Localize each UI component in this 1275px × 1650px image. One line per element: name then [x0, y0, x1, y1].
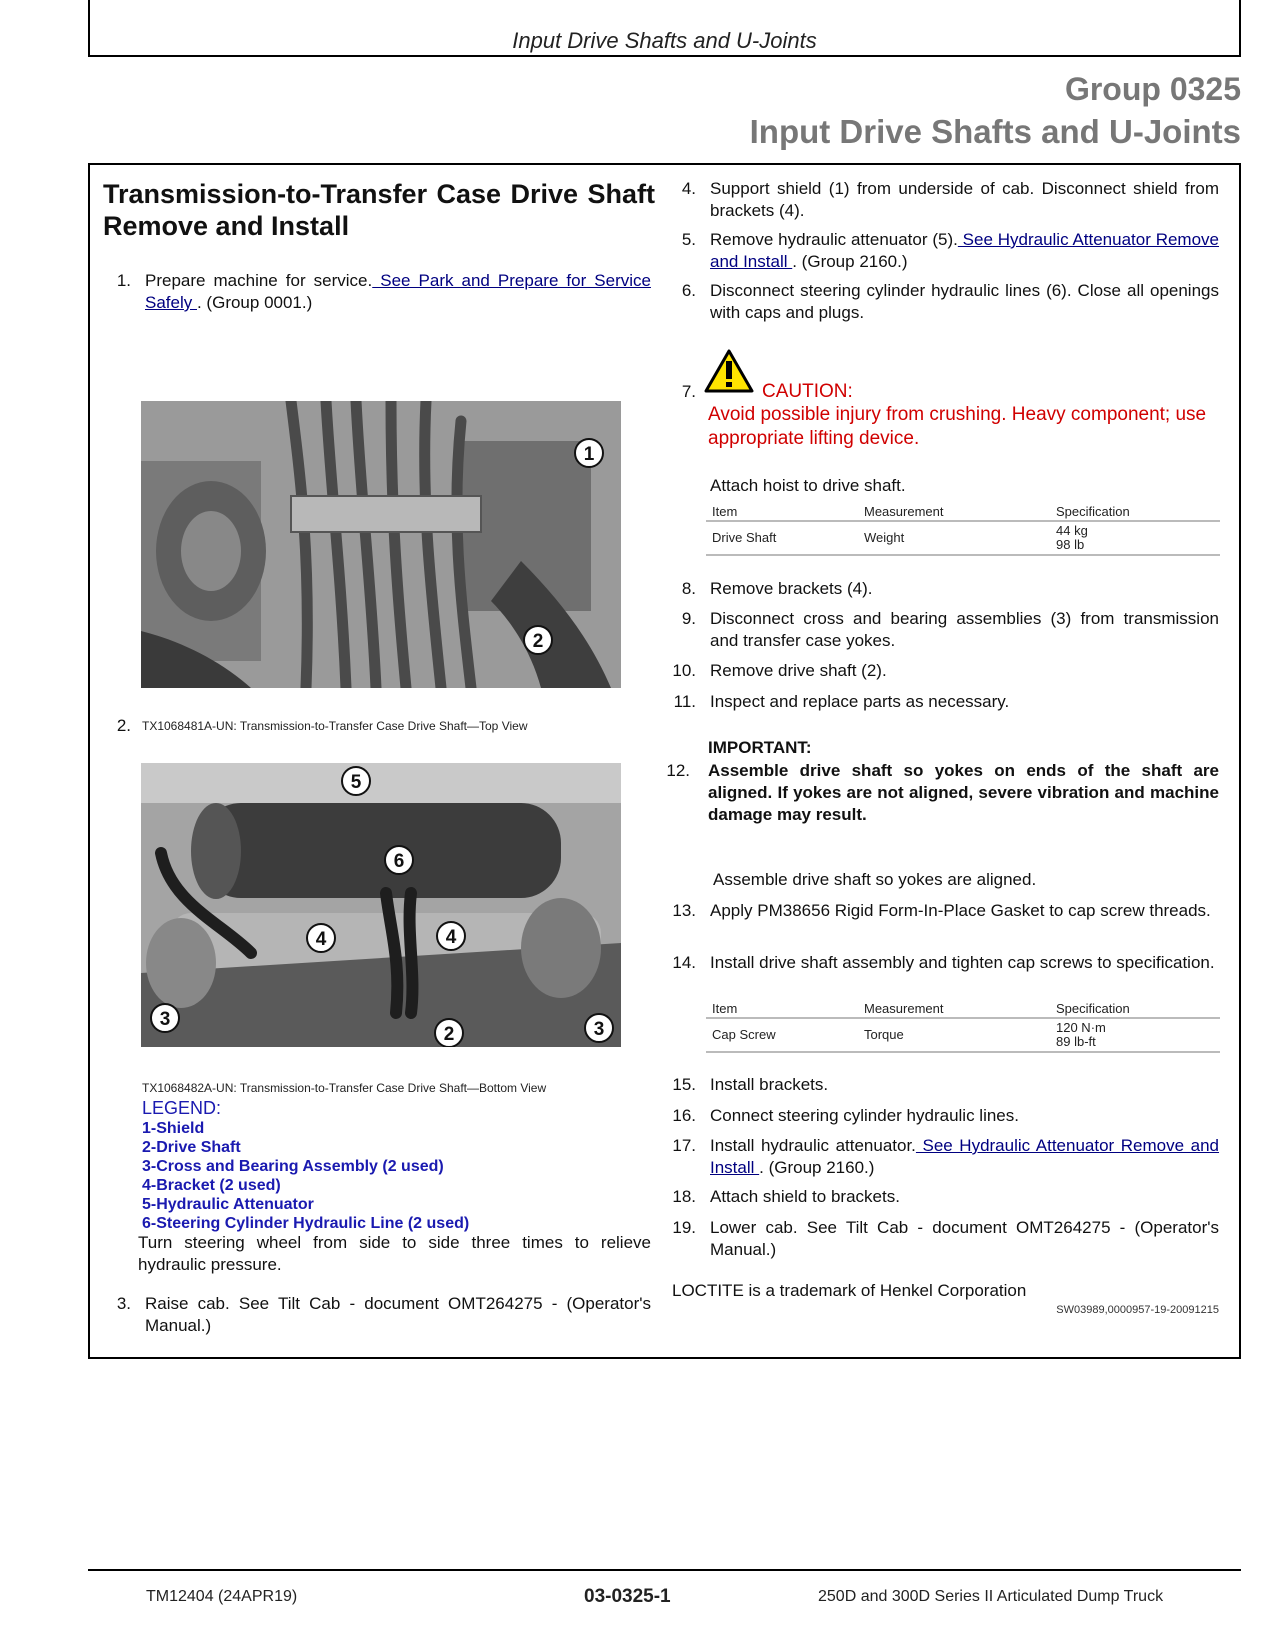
table-header: Specification	[1050, 503, 1220, 521]
callout-2-bottom: 2	[434, 1018, 464, 1047]
group-title: Input Drive Shafts and U-Joints	[749, 113, 1241, 150]
important-text: Assemble drive shaft so yokes on ends of the shaft are aligned. If yokes are not aligned, severe vibration and machine damage may result.	[708, 761, 1219, 824]
step-4	[670, 178, 1219, 224]
step-text: Support shield (1) from underside of cab. Disconnect shield from brackets (4).	[710, 179, 1219, 220]
important-label: IMPORTANT:	[708, 738, 812, 757]
step-number: 16.	[672, 1106, 696, 1125]
step-16	[670, 1105, 1219, 1127]
table-cell: Cap Screw	[706, 1018, 858, 1052]
step-9	[670, 608, 1219, 654]
step-1	[105, 270, 651, 316]
step-11	[670, 691, 1219, 713]
legend-item: 3-Cross and Bearing Assembly (2 used)	[142, 1158, 444, 1175]
step-7-number: 7.	[681, 382, 696, 401]
step-3	[105, 1293, 651, 1339]
step-7-text: Attach hoist to drive shaft.	[710, 476, 906, 495]
legend-item: 6-Steering Cylinder Hydraulic Line (2 used)	[142, 1215, 470, 1232]
table-cell: Weight	[858, 521, 1050, 555]
drive-shaft-bottom-view-illustration	[141, 763, 621, 1047]
callout-3-left: 3	[150, 1003, 180, 1033]
trademark-note: LOCTITE is a trademark of Henkel Corporation	[672, 1281, 1027, 1300]
step-number: 14.	[672, 953, 696, 972]
step-text: Remove brackets (4).	[710, 579, 873, 598]
step-number: 13.	[672, 901, 696, 920]
spec-table-cap-screw	[706, 1000, 1220, 1053]
caution-text: Avoid possible injury from crushing. Heavy component; use appropriate lifting device.	[708, 404, 1207, 449]
legend-item: 2-Drive Shaft	[142, 1139, 241, 1156]
legend-item: 4-Bracket (2 used)	[142, 1177, 281, 1194]
group-number: Group 0325	[1064, 71, 1241, 107]
step-2-text: Turn steering wheel from side to side three times to relieve hydraulic pressure.	[138, 1233, 651, 1274]
step-text: Remove hydraulic attenuator (5). See Hydraulic Attenuator Remove and Install . (Group 2160.)	[710, 230, 1220, 271]
section-title: Transmission-to-Transfer Case Drive Shaft Remove and Install	[103, 179, 655, 241]
table-row	[706, 521, 1220, 555]
step-19	[670, 1217, 1219, 1263]
table-header: Measurement	[858, 1000, 1050, 1018]
step-number: 19.	[672, 1218, 696, 1237]
step-number: 9.	[681, 609, 696, 628]
figure-top-view	[141, 401, 621, 688]
table-header: Measurement	[858, 503, 1050, 521]
table-header: Item	[706, 503, 858, 521]
step-number: 17.	[672, 1136, 696, 1155]
step-text: Prepare machine for service. See Park and Prepare for Service Safely . (Group 0001.)	[145, 271, 651, 312]
hydraulic-attenuator-link[interactable]: See Hydraulic Attenuator Remove and Install	[710, 230, 1220, 271]
step-number: 4.	[681, 179, 696, 198]
legend	[142, 1097, 469, 1233]
step-17	[670, 1135, 1219, 1181]
caution-icon	[704, 349, 754, 393]
step-13	[670, 900, 1219, 946]
hydraulic-attenuator-link-2[interactable]: See Hydraulic Attenuator Remove and Install	[710, 1136, 1220, 1177]
step-text: Install drive shaft assembly and tighten cap screws to specification.	[710, 953, 1215, 972]
step-text: Disconnect cross and bearing assemblies (3) from transmission and transfer case yokes.	[710, 609, 1219, 650]
figure-bottom-caption: TX1068482A-UN: Transmission-to-Transfer Case Drive Shaft—Bottom View	[142, 1081, 547, 1095]
table-cell: Drive Shaft	[706, 521, 858, 555]
step-15	[670, 1074, 1219, 1096]
callout-4-left: 4	[306, 923, 336, 953]
step-number: 6.	[681, 281, 696, 300]
callout-1: 1	[574, 438, 604, 468]
callout-3-right: 3	[584, 1013, 614, 1043]
callout-6: 6	[384, 845, 414, 875]
step-text: Install hydraulic attenuator. See Hydraulic Attenuator Remove and Install . (Group 2160.)	[710, 1136, 1220, 1177]
step-text: Disconnect steering cylinder hydraulic lines (6). Close all openings with caps and plugs.	[710, 281, 1219, 322]
step-text: Install brackets.	[710, 1075, 829, 1094]
step-number: 8.	[681, 579, 696, 598]
step-12-number: 12.	[666, 761, 690, 780]
table-cell: Torque	[858, 1018, 1050, 1052]
table-cell: 120 N·m 89 lb-ft	[1050, 1018, 1220, 1052]
table-cell: 44 kg 98 lb	[1050, 521, 1220, 555]
step-text: Apply PM38656 Rigid Form-In-Place Gasket to cap screw threads.	[710, 901, 1211, 920]
spec-table-drive-shaft	[706, 503, 1220, 556]
step-text: Inspect and replace parts as necessary.	[710, 692, 1010, 711]
step-8	[670, 578, 1219, 600]
table-row	[706, 1018, 1220, 1052]
park-and-prepare-link[interactable]: See Park and Prepare for Service Safely	[145, 271, 651, 312]
callout-5: 5	[341, 766, 371, 796]
footer-machine-title: 250D and 300D Series II Articulated Dump Truck	[818, 1588, 1164, 1605]
callout-4-right: 4	[436, 921, 466, 951]
footer-rule	[88, 1569, 1241, 1571]
step-5	[670, 229, 1219, 275]
step-12-text: Assemble drive shaft so yokes are aligned.	[713, 870, 1037, 889]
figure-bottom-view	[141, 763, 621, 1047]
footer-page-number: 03-0325-1	[584, 1586, 671, 1607]
legend-item: 5-Hydraulic Attenuator	[142, 1196, 314, 1213]
step-number: 11.	[673, 692, 696, 711]
step-10	[670, 660, 1219, 682]
footer-manual-id: TM12404 (24APR19)	[146, 1588, 298, 1605]
step-number: 18.	[672, 1187, 696, 1206]
running-title: Input Drive Shafts and U-Joints	[512, 28, 817, 53]
step-text: Lower cab. See Tilt Cab - document OMT264275 - (Operator's Manual.)	[710, 1218, 1219, 1259]
figure-top-caption: TX1068481A-UN: Transmission-to-Transfer Case Drive Shaft—Top View	[142, 719, 528, 733]
table-header: Item	[706, 1000, 858, 1018]
caution-label: CAUTION:	[762, 381, 853, 402]
step-2-number: 2.	[116, 716, 131, 735]
step-number: 5.	[681, 230, 696, 249]
step-6	[670, 280, 1219, 326]
step-number: 1.	[116, 271, 131, 290]
step-text: Connect steering cylinder hydraulic lines.	[710, 1106, 1019, 1125]
step-text: Remove drive shaft (2).	[710, 661, 887, 680]
step-text: Raise cab. See Tilt Cab - document OMT264275 - (Operator's Manual.)	[145, 1294, 651, 1335]
table-header: Specification	[1050, 1000, 1220, 1018]
step-14	[670, 952, 1219, 998]
legend-item: 1-Shield	[142, 1120, 205, 1137]
step-text: Attach shield to brackets.	[710, 1187, 900, 1206]
step-number: 3.	[116, 1294, 131, 1313]
legend-title: LEGEND:	[142, 1098, 222, 1118]
group-heading	[750, 70, 1241, 156]
document-code: SW03989,0000957-19-20091215	[1056, 1304, 1219, 1316]
step-18	[670, 1186, 1219, 1208]
step-number: 10.	[672, 661, 696, 680]
callout-2: 2	[523, 625, 553, 655]
step-number: 15.	[672, 1075, 696, 1094]
